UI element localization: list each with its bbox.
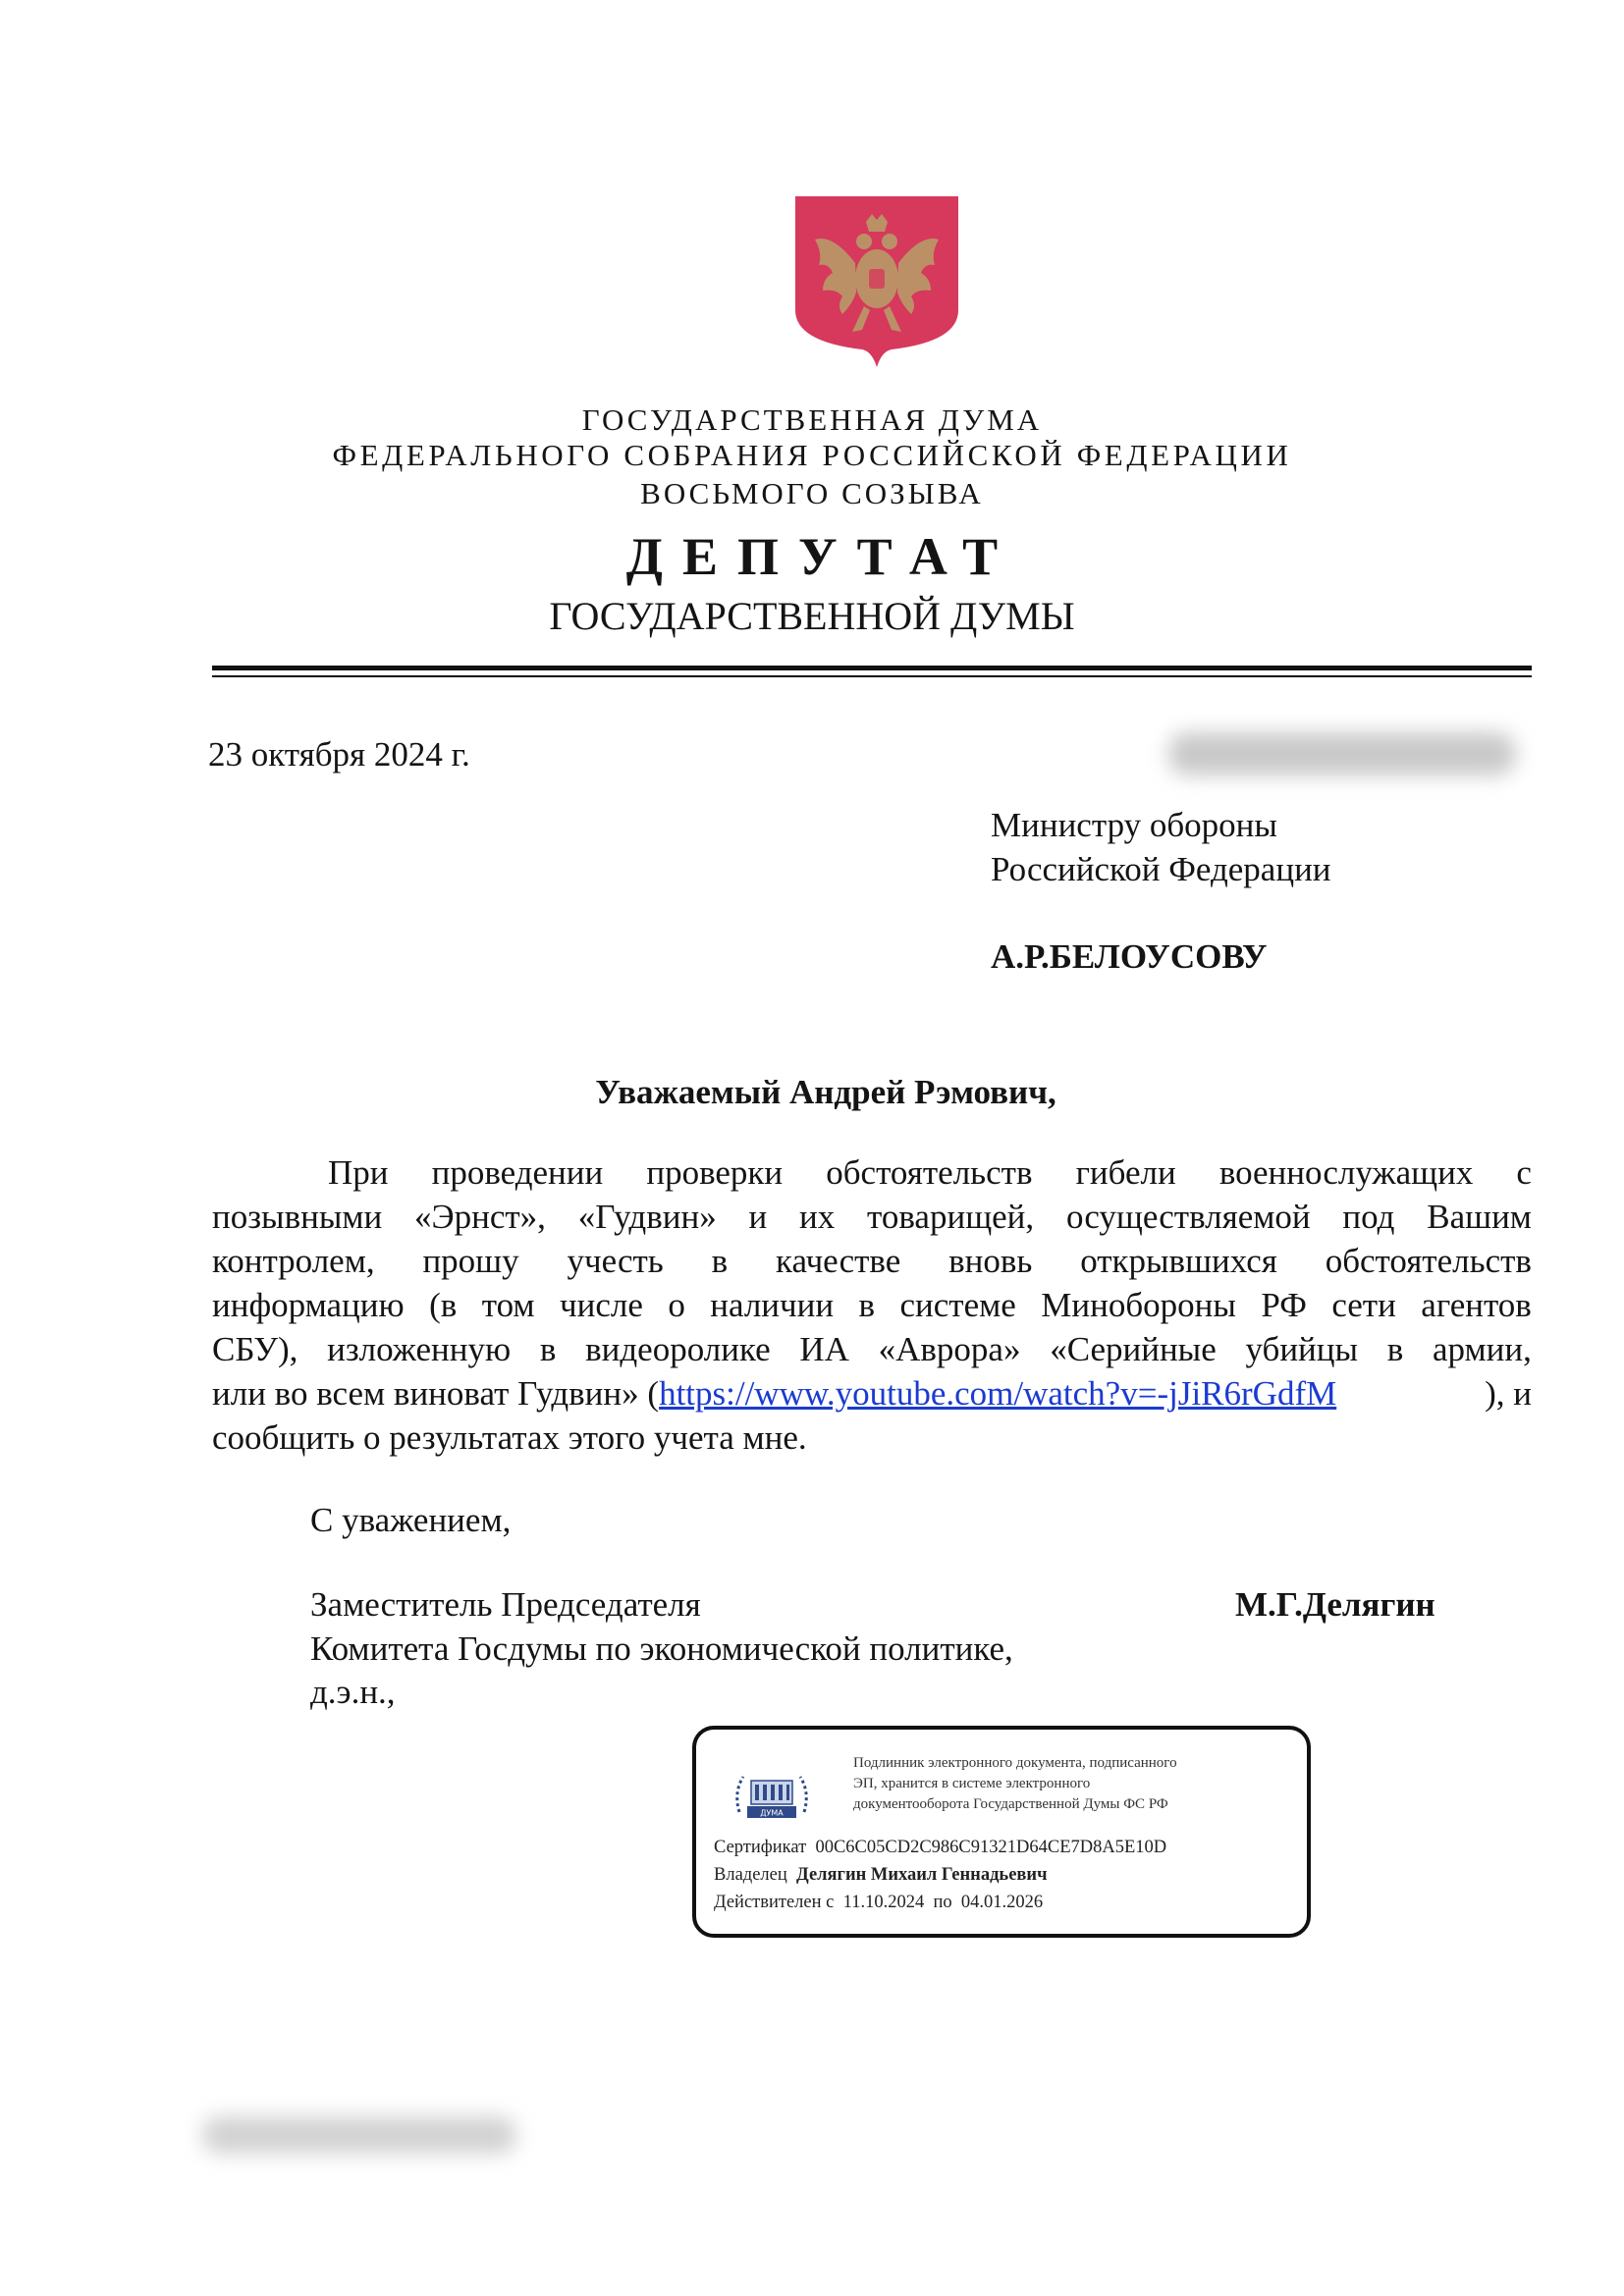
stamp-header-line: документооборота Государственной Думы ФС РФ [853, 1796, 1168, 1812]
electronic-signature-stamp [692, 1726, 1311, 1938]
body-word: том [481, 1286, 535, 1324]
body-word: прошу [422, 1242, 519, 1280]
body-word: При [328, 1153, 389, 1192]
body-word: информацию [212, 1286, 405, 1324]
body-word: контролем, [212, 1242, 375, 1280]
body-word: ИА [799, 1330, 849, 1368]
stamp-header-text [853, 1753, 1177, 1815]
body-word: под [1342, 1198, 1395, 1236]
body-word: о [668, 1286, 685, 1324]
header-line-federal-assembly: ФЕДЕРАЛЬНОГО СОБРАНИЯ РОССИЙСКОЙ ФЕДЕРАЦИИ [332, 438, 1292, 472]
body-word: проверки [646, 1153, 784, 1192]
body-word: убийцы [1245, 1330, 1359, 1368]
header-line-duma: ГОСУДАРСТВЕННАЯ ДУМА [581, 402, 1043, 437]
salutation: Уважаемый Андрей Рэмович, [595, 1073, 1056, 1111]
body-word: товарищей, [867, 1198, 1035, 1236]
certificate-value: 00C6C05CD2C986C91321D64CE7D8A5E10D [815, 1838, 1167, 1857]
body-word: (в [429, 1286, 458, 1324]
body-word: видеоролике [585, 1330, 771, 1368]
body-line [212, 1283, 1532, 1327]
body-word: обстоятельств [1325, 1242, 1532, 1280]
body-line [212, 1415, 1532, 1460]
document-title: ДЕПУТАТ [625, 527, 1018, 586]
stamp-logo-label: ДУМА [760, 1808, 784, 1818]
letter-body [212, 1150, 1532, 1460]
body-word: в [1386, 1330, 1404, 1368]
body-word: системе [899, 1286, 1016, 1324]
body-word: РФ [1261, 1286, 1307, 1324]
stamp-certificate [714, 1838, 1166, 1858]
body-word: учесть [567, 1242, 664, 1280]
signer-name: М.Г.Делягин [1235, 1585, 1435, 1624]
body-word: открывшихся [1080, 1242, 1277, 1280]
addressee-position: Министру обороны [991, 806, 1277, 844]
body-line [212, 1239, 1532, 1283]
coat-of-arms-icon [793, 194, 960, 369]
stamp-validity [714, 1893, 1043, 1913]
header-divider-thick [212, 666, 1532, 670]
body-word: осуществляемой [1065, 1198, 1311, 1236]
body-word: с [1516, 1153, 1532, 1192]
addressee-organization: Российской Федерации [991, 850, 1331, 888]
body-text-after-link: ), и [1485, 1374, 1532, 1413]
owner-label: Владелец [714, 1865, 787, 1885]
body-word: Минобороны [1041, 1286, 1236, 1324]
body-word: сети [1331, 1286, 1396, 1324]
addressee-name: А.Р.БЕЛОУСОВУ [991, 937, 1268, 976]
body-word: гибели [1075, 1153, 1176, 1192]
owner-value: Делягин Михаил Геннадьевич [796, 1865, 1048, 1885]
body-word: обстоятельств [826, 1153, 1033, 1192]
duma-logo-icon [731, 1763, 812, 1832]
body-word: их [799, 1198, 836, 1236]
body-word: армии, [1433, 1330, 1532, 1368]
stamp-header-line: ЭП, хранится в системе электронного [853, 1776, 1091, 1791]
body-line [212, 1150, 1532, 1195]
header-divider-thin [212, 675, 1532, 677]
closing: С уважением, [310, 1501, 512, 1539]
stamp-owner [714, 1865, 1048, 1886]
valid-to-label: по [933, 1893, 952, 1912]
stamp-header-line: Подлинник электронного документа, подписанного [853, 1755, 1177, 1771]
body-word: в [539, 1330, 557, 1368]
body-word: вновь [948, 1242, 1033, 1280]
body-word: проведении [431, 1153, 604, 1192]
signer-title-line2: Комитета Госдумы по экономической политике, [310, 1629, 1013, 1668]
document-subtitle: ГОСУДАРСТВЕННОЙ ДУМЫ [549, 594, 1075, 638]
body-word: качестве [775, 1242, 901, 1280]
valid-from: 11.10.2024 [842, 1893, 925, 1912]
youtube-video-link[interactable]: https://www.youtube.com/watch?v=-jJiR6rGdfM [659, 1374, 1337, 1413]
redacted-outgoing-number [1168, 732, 1516, 775]
valid-to: 04.01.2026 [960, 1893, 1044, 1912]
body-word: СБУ), [212, 1330, 298, 1368]
body-word: «Гудвин» [577, 1198, 717, 1236]
body-word: в [858, 1286, 876, 1324]
signer-title-line1: Заместитель Председателя [310, 1585, 701, 1624]
header-line-convocation: ВОСЬМОГО СОЗЫВА [640, 476, 984, 510]
body-word: Вашим [1427, 1198, 1532, 1236]
body-line-with-link [212, 1371, 1532, 1415]
body-word: «Эрнст», [414, 1198, 546, 1236]
body-word: и [748, 1198, 768, 1236]
body-word: изложенную [327, 1330, 512, 1368]
body-word: военнослужащих [1218, 1153, 1474, 1192]
signer-degree: д.э.н., [310, 1673, 396, 1711]
body-text-before-link: или во всем виноват Гудвин» ( [212, 1374, 660, 1413]
validity-label: Действителен с [714, 1893, 835, 1912]
body-word: «Аврора» [878, 1330, 1021, 1368]
redacted-footer [202, 2116, 516, 2154]
certificate-label: Сертификат [714, 1838, 807, 1857]
letter-date: 23 октября 2024 г. [208, 735, 470, 774]
body-line [212, 1327, 1532, 1371]
body-word: «Серийные [1050, 1330, 1217, 1368]
body-word: в [711, 1242, 729, 1280]
body-word: числе [560, 1286, 643, 1324]
body-word: позывными [212, 1198, 383, 1236]
body-last-line: сообщить о результатах этого учета мне. [212, 1418, 807, 1457]
body-word: агентов [1421, 1286, 1532, 1324]
body-word: наличии [710, 1286, 835, 1324]
body-line [212, 1195, 1532, 1239]
